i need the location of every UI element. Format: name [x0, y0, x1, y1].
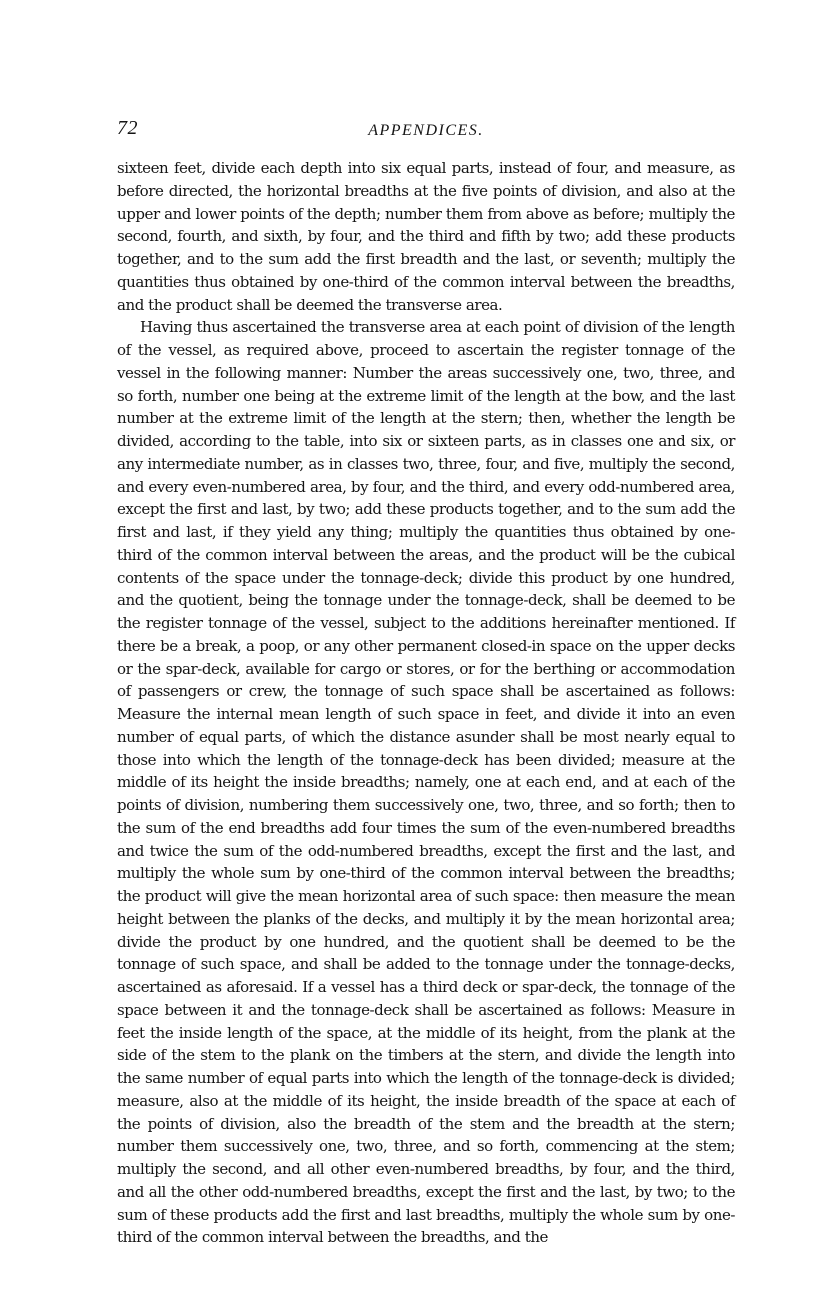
page-header [117, 117, 735, 145]
body-text [117, 157, 735, 1249]
running-title: APPENDICES. [368, 122, 484, 139]
page-number: 72 [117, 117, 138, 139]
paragraph-continued: sixteen feet, divide each depth into six equal parts, instead of four, and measure, as before directed, the horizontal breadths at the five points of division, and also at the upper and lower points of the depth; number them from above as before; multiply the second, fourth, and sixth, by four, and the third and fifth by two; add these products together, and to the sum add the first breadth and the last, or seventh; multiply the quantities thus obtained by one-third of the common interval between the breadths, and the product shall be deemed the transverse area. [117, 159, 735, 314]
paragraph-register-tonnage: Having thus ascertained the transverse area at each point of division of the length of the vessel, as required above, proceed to ascertain the register tonnage of the vessel in the following manner: Number the areas successively one, two, three, and so forth, number one being at the extreme limit of the length at the bow, and the last number at the extreme limit of the length at the stern; then, whether the length be divided, according to the table, into six or sixteen parts, as in classes one and six, or any intermediate number, as in classes two, three, four, and five, multiply the second, and every even-numbered area, by four, and the third, and every odd-numbered area, except the first and last, by two; add these products together, and to the sum add the first and last, if they yield any thing; multiply the quantities thus obtained by one-third of the common interval between the areas, and the product will be the cubical contents of the space under the tonnage-deck; divide this product by one hundred, and the quotient, being the tonnage under the tonnage-deck, shall be deemed to be the register tonnage of the vessel, subject to the additions hereinafter mentioned. If there be a break, a poop, or any other permanent closed-in space on the upper decks or the spar-deck, available for cargo or stores, or for the berthing or accommodation of passengers or crew, the tonnage of such space shall be ascertained as follows: Measure the internal mean length of such space in feet, and divide it into an even number of equal parts, of which the distance asunder shall be most nearly equal to those into which the length of the tonnage-deck has been divided; measure at the middle of its height the inside breadths; namely, one at each end, and at each of the points of division, numbering them successively one, two, three, and so forth; then to the sum of the end breadths add four times the sum of the even-numbered breadths and twice the sum of the odd-numbered breadths, except the first and the last, and multiply the whole sum by one-third of the common interval between the breadths; the product will give the mean horizontal area of such space: then measure the mean height between the planks of the decks, and multiply it by the mean horizontal area; divide the product by one hundred, and the quotient shall be deemed to be the tonnage of such space, and shall be added to the tonnage under the tonnage-decks, ascertained as aforesaid. If a vessel has a third deck or spar-deck, the tonnage of the space between it and the tonnage-deck shall be ascertained as follows: Measure in feet the inside length of the space, at the middle of its height, from the plank at the side of the stem to the plank on the timbers at the stern, and divide the length into the same number of equal parts into which the length of the tonnage-deck is divided; measure, also at the middle of its height, the inside breadth of the space at each of the points of division, also the breadth of the stem and the breadth at the stern; number them successively one, two, three, and so forth, commencing at the stem; multiply the second, and all other even-numbered breadths, by four, and the third, and all the other odd-numbered breadths, except the first and the last, by two; to the sum of these products add the first and last breadths, multiply the whole sum by one-third of the common interval between the breadths, and the [117, 318, 735, 1247]
